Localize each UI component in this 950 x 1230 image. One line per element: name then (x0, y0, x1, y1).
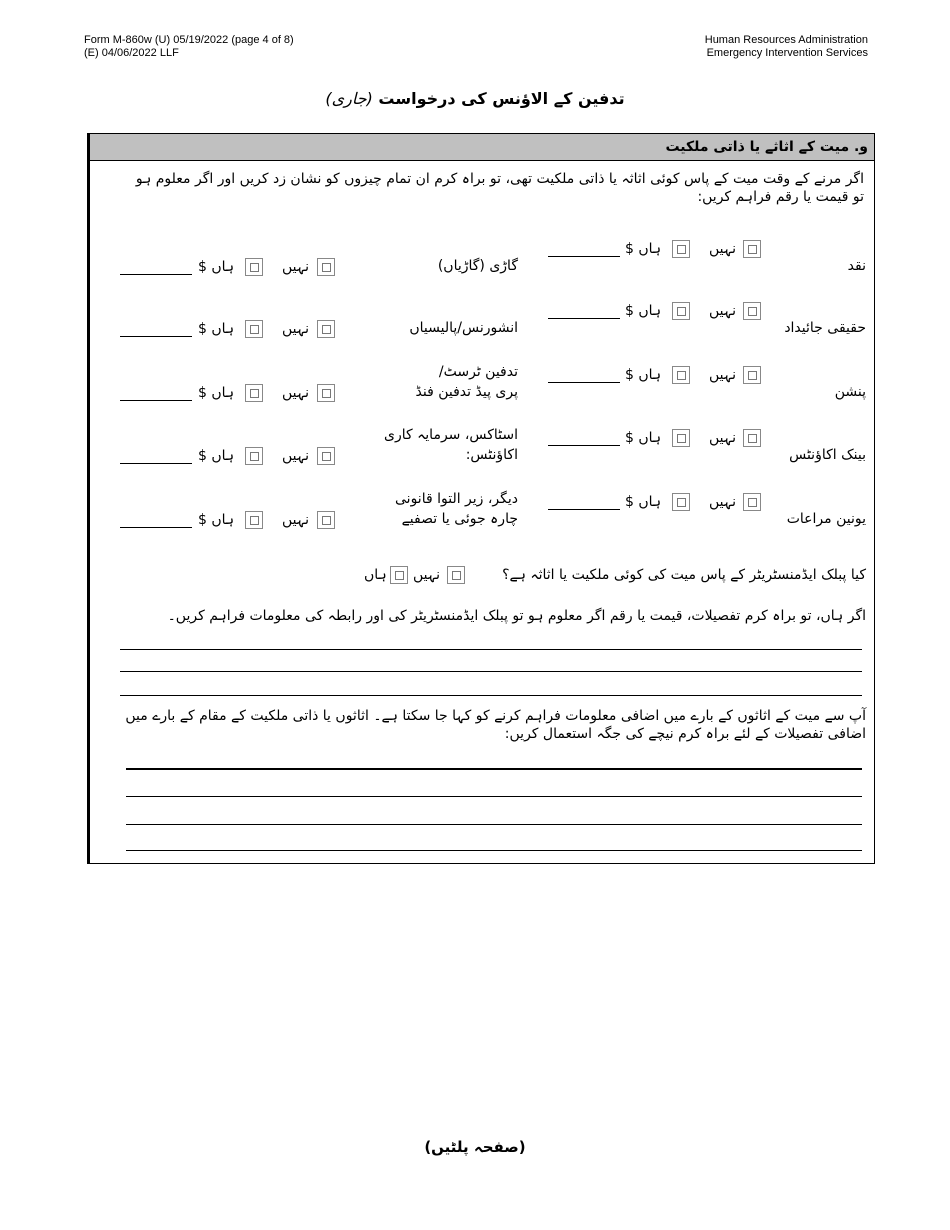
asset-right-no-label: نہیں (709, 430, 736, 446)
section-heading: و. میت کے اثاثے یا ذاتی ملکیت (90, 134, 874, 161)
asset-left-yes-checkbox[interactable] (245, 511, 263, 529)
asset-right-amount-field[interactable] (548, 382, 620, 383)
asset-right-amount-field[interactable] (548, 445, 620, 446)
asset-label-right: نقد (847, 258, 866, 274)
asset-right-amount-field[interactable] (548, 256, 620, 257)
asset-left-no-label: نہیں (282, 448, 309, 464)
public-admin-question: کیا پبلک ایڈمنسٹریٹر کے پاس میت کی کوئی ملکیت یا اثاثہ ہے؟ (502, 567, 866, 583)
asset-label-right: یونین مراعات (786, 511, 866, 527)
asset-right-no-checkbox[interactable] (743, 302, 761, 320)
asset-label-left: تدفین ٹرسٹ/ (438, 364, 518, 380)
asset-right-yes-checkbox[interactable] (672, 493, 690, 511)
asset-right-yes-checkbox[interactable] (672, 302, 690, 320)
asset-right-no-checkbox[interactable] (743, 493, 761, 511)
asset-right-amount-field[interactable] (548, 318, 620, 319)
page-title-main: تدفین کے الاؤنس کی درخواست (378, 89, 625, 108)
asset-right-yes-label: ہاں $ (625, 494, 662, 510)
asset-left-yes-checkbox[interactable] (245, 258, 263, 276)
asset-right-amount-field[interactable] (548, 509, 620, 510)
additional-line-2[interactable] (126, 796, 862, 797)
asset-left-yes-checkbox[interactable] (245, 384, 263, 402)
section-intro: اگر مرنے کے وقت میت کے پاس کوئی اثاثہ یا ذاتی ملکیت تھی، تو براہ کرم ان تمام چیزوں کو نشان زد کریں اور اگر معلوم ہو تو قیمت یا رقم فراہم کریں: (135, 171, 864, 205)
asset-left-yes-checkbox[interactable] (245, 447, 263, 465)
turn-page-note: (صفحہ پلٹیں) (424, 1138, 526, 1156)
agency-block (705, 34, 868, 60)
form-number: Form M-860w (U) 05/19/2022 (page 4 of 8) (84, 34, 294, 46)
asset-right-yes-label: ہاں $ (625, 430, 662, 446)
public-admin-yes-label: ہاں (364, 567, 387, 583)
asset-label-right: پنشن (834, 384, 866, 400)
asset-left-yes-label: ہاں $ (198, 385, 235, 401)
asset-right-no-checkbox[interactable] (743, 429, 761, 447)
asset-row (90, 364, 874, 422)
asset-left-yes-label: ہاں $ (198, 321, 235, 337)
asset-right-no-label: نہیں (709, 367, 736, 383)
asset-right-no-checkbox[interactable] (743, 240, 761, 258)
asset-right-no-label: نہیں (709, 494, 736, 510)
details-line-3[interactable] (120, 695, 862, 696)
additional-line-1[interactable] (126, 768, 862, 770)
asset-left-amount-field[interactable] (120, 463, 192, 464)
asset-right-yes-checkbox[interactable] (672, 429, 690, 447)
asset-left-yes-label: ہاں $ (198, 512, 235, 528)
asset-label-right: حقیقی جائیداد (784, 320, 866, 336)
asset-label-left-line2: اکاؤنٹس: (465, 447, 518, 463)
asset-left-amount-field[interactable] (120, 336, 192, 337)
if-yes-instruction: اگر ہاں، تو براہ کرم تفصیلات، قیمت یا رقم اگر معلوم ہو تو پبلک ایڈمنسٹریٹر کی اور رابطہ کی معلومات فراہم کریں۔ (167, 608, 866, 624)
agency-division: Emergency Intervention Services (706, 47, 868, 59)
additional-line-3[interactable] (126, 824, 862, 825)
page-title-continued: (جاری) (325, 89, 373, 108)
asset-right-yes-label: ہاں $ (625, 241, 662, 257)
asset-label-left: گاڑی (گاڑیاں) (437, 258, 518, 274)
asset-right-no-checkbox[interactable] (743, 366, 761, 384)
details-line-1[interactable] (120, 649, 862, 650)
asset-label-left: دیگر، زیر التوا قانونی (395, 491, 518, 507)
asset-left-no-label: نہیں (282, 259, 309, 275)
asset-left-no-checkbox[interactable] (317, 447, 335, 465)
asset-label-left: انشورنس/پالیسیاں (409, 320, 518, 336)
asset-label-left-line2: پری پیڈ تدفین فنڈ (415, 384, 518, 400)
asset-left-yes-label: ہاں $ (198, 448, 235, 464)
page-title (0, 89, 950, 108)
asset-right-no-label: نہیں (709, 303, 736, 319)
asset-left-no-checkbox[interactable] (317, 384, 335, 402)
public-admin-no-checkbox[interactable] (447, 566, 465, 584)
public-admin-no-label: نہیں (413, 567, 440, 583)
form-id-block (84, 34, 294, 60)
additional-line-4[interactable] (126, 850, 862, 851)
asset-label-right: بینک اکاؤنٹس (789, 447, 866, 463)
asset-right-yes-checkbox[interactable] (672, 366, 690, 384)
assets-section (87, 133, 875, 864)
form-revision: (E) 04/06/2022 LLF (84, 47, 179, 59)
asset-row (90, 303, 874, 358)
asset-left-amount-field[interactable] (120, 400, 192, 401)
asset-row (90, 241, 874, 296)
details-line-2[interactable] (120, 671, 862, 672)
asset-row (90, 491, 874, 549)
asset-right-yes-label: ہاں $ (625, 303, 662, 319)
asset-left-no-label: نہیں (282, 512, 309, 528)
public-admin-yes-checkbox[interactable] (390, 566, 408, 584)
agency-name: Human Resources Administration (704, 34, 868, 46)
asset-right-yes-checkbox[interactable] (672, 240, 690, 258)
asset-right-yes-label: ہاں $ (625, 367, 662, 383)
asset-left-no-checkbox[interactable] (317, 320, 335, 338)
asset-left-yes-label: ہاں $ (198, 259, 235, 275)
asset-left-amount-field[interactable] (120, 527, 192, 528)
asset-label-left-line2: چارہ جوئی یا تصفیے (401, 511, 518, 527)
asset-left-no-checkbox[interactable] (317, 511, 335, 529)
asset-right-no-label: نہیں (709, 241, 736, 257)
asset-row (90, 427, 874, 485)
additional-info-instruction: آپ سے میت کے اثاثوں کے بارے میں اضافی معلومات فراہم کرنے کو کہا جا سکتا ہے۔ اثاثوں یا ذاتی ملکیت کے مقام کے بارے میں اضافی تفصیلات کے لئے براہ کرم نیچے کی جگہ استعمال کریں: (125, 708, 866, 742)
asset-left-yes-checkbox[interactable] (245, 320, 263, 338)
asset-left-no-checkbox[interactable] (317, 258, 335, 276)
asset-left-no-label: نہیں (282, 385, 309, 401)
asset-left-amount-field[interactable] (120, 274, 192, 275)
asset-label-left: اسٹاکس، سرمایہ کاری (383, 427, 518, 443)
asset-left-no-label: نہیں (282, 321, 309, 337)
